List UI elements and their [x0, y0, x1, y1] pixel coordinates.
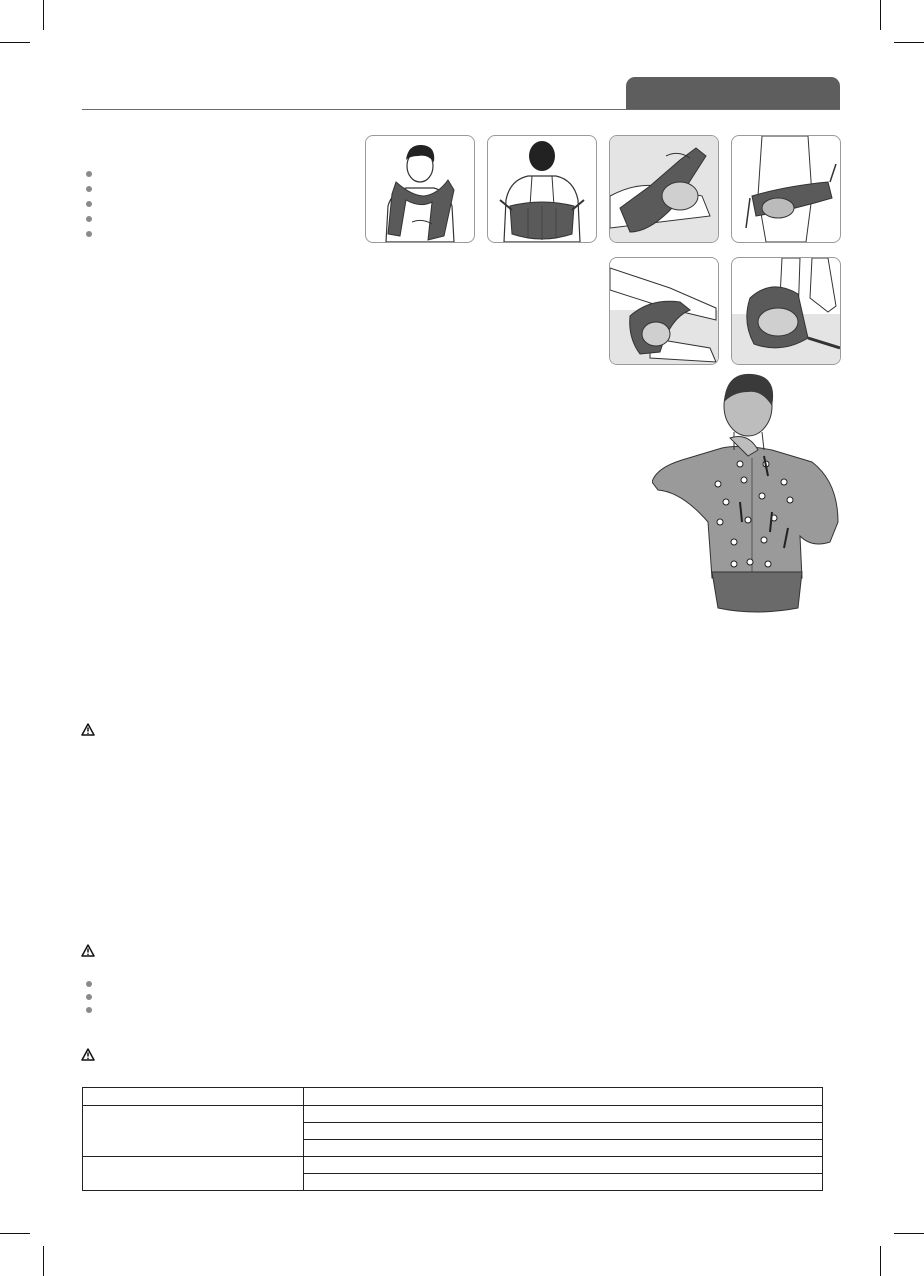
crop-mark — [880, 0, 881, 30]
crop-mark — [0, 1233, 30, 1234]
table-row — [83, 1088, 823, 1106]
bullet-dot — [86, 231, 92, 237]
bullet-dot — [86, 994, 92, 1000]
table-cell — [304, 1157, 823, 1174]
bullet-dot — [86, 201, 92, 207]
back-acupoints-figure-icon — [652, 372, 842, 614]
illustration-upper-back — [487, 135, 597, 243]
warning-marker — [81, 1048, 95, 1066]
waist-massager-icon — [732, 136, 840, 242]
table-cell — [304, 1123, 823, 1140]
warning-icon — [81, 1048, 95, 1061]
header-rule — [82, 109, 840, 110]
crop-mark — [0, 42, 30, 43]
bullet-dot — [86, 1007, 92, 1013]
warning-marker — [81, 723, 95, 741]
illustration-calf — [609, 257, 719, 365]
table-row — [83, 1157, 823, 1174]
table-cell — [304, 1174, 823, 1191]
table-cell — [83, 1157, 304, 1191]
crop-mark — [43, 0, 44, 30]
crop-mark — [894, 42, 924, 43]
leg-calf-massager-icon — [610, 136, 718, 242]
bullet-dot — [86, 216, 92, 222]
section-tab — [626, 77, 840, 110]
foot-massager-icon — [732, 258, 840, 364]
warning-icon — [81, 944, 95, 957]
table-cell — [304, 1088, 823, 1106]
bullet-dot — [86, 171, 92, 177]
person-neck-massager-icon — [366, 136, 474, 242]
bullet-dot — [86, 186, 92, 192]
warning-icon — [81, 723, 95, 736]
bullet-dot — [86, 981, 92, 987]
feature-bullet-list — [86, 171, 92, 246]
illustration-lower-leg — [609, 135, 719, 243]
caution-bullet-list — [86, 981, 92, 1020]
crop-mark — [894, 1233, 924, 1234]
back-acupoints-figure — [652, 372, 842, 614]
calf-massager-icon — [610, 258, 718, 364]
illustration-neck-shoulder — [365, 135, 475, 243]
crop-mark — [43, 1246, 44, 1276]
illustration-waist — [731, 135, 841, 243]
warning-marker — [81, 944, 95, 962]
table-cell — [83, 1106, 304, 1157]
person-back-massager-icon — [488, 136, 596, 242]
illustration-foot — [731, 257, 841, 365]
table-row — [83, 1106, 823, 1123]
troubleshooting-table — [82, 1087, 823, 1191]
table-cell — [304, 1140, 823, 1157]
table-cell — [304, 1106, 823, 1123]
table-cell — [83, 1088, 304, 1106]
crop-mark — [880, 1246, 881, 1276]
